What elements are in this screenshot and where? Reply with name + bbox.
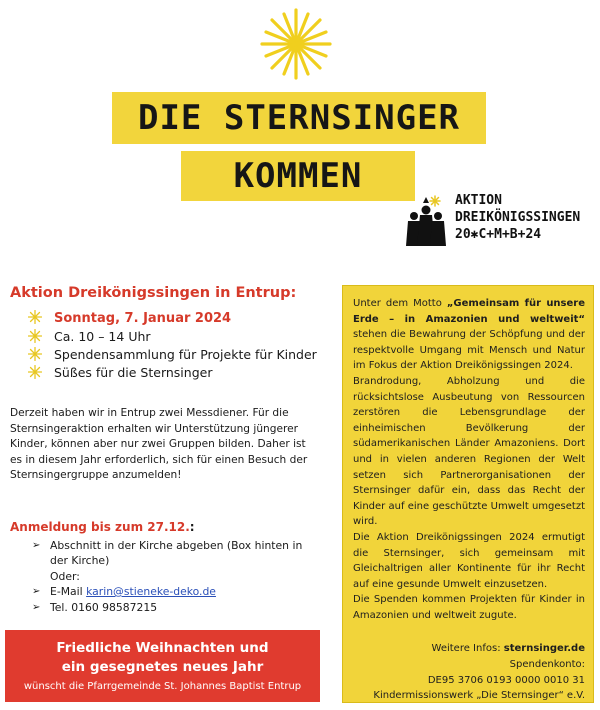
account-label: Spendenkonto: (509, 659, 585, 671)
list-item (10, 364, 320, 382)
list-item (10, 328, 320, 346)
arrow-bullet-icon: ➢ (32, 539, 41, 551)
event-donation: Spendensammlung für Projekte für Kinder (54, 347, 317, 362)
encourage-paragraph: Die Aktion Dreikönigssingen 2024 ermutigt die Sternsinger, sich gemeinsam mit Gleichaltrigen aller Kontinente für ihr Recht auf eine gesunde Umwelt einzusetzen. (353, 531, 585, 590)
list-item (10, 309, 320, 328)
greeting-line-3: wünscht die Pfarrgemeinde St. Johannes Baptist Entrup (23, 681, 302, 692)
motto-pre: Unter dem Motto (353, 298, 447, 309)
logo-line-3: 20✱C+M+B+24 (455, 227, 542, 242)
email-link[interactable]: karin@stieneke-deko.de (86, 585, 216, 598)
iban: DE95 3706 0193 0000 0010 31 (427, 674, 585, 686)
star-icon (258, 6, 334, 82)
motto-paragraph (353, 296, 585, 374)
registration-heading-text: Anmeldung bis zum 27.12. (10, 519, 190, 534)
event-time: Ca. 10 – 14 Uhr (54, 329, 151, 344)
title-band-1 (112, 92, 486, 144)
greeting-box (5, 630, 320, 702)
registration-oder: Oder: (50, 569, 80, 583)
event-heading: Aktion Dreikönigssingen in Entrup: (10, 285, 297, 301)
title-line-2: KOMMEN (233, 156, 363, 196)
recipient: Kindermissionswerk „Die Sternsinger“ e.V. (373, 690, 585, 702)
left-column (10, 285, 320, 615)
title-band-2 (181, 151, 415, 201)
more-info (353, 641, 585, 657)
greeting-line-1: Friedliche Weihnachten und (56, 640, 269, 656)
registration-box: Abschnitt in der Kirche abgeben (Box hinten in der Kirche) (50, 538, 303, 567)
motto-post: stehen die Bewahrung der Schöpfung und der respektvolle Umgang mit Mensch und Natur im Fokus der Aktion Dreikönigssingen 2024. (353, 329, 585, 372)
registration-list (10, 538, 320, 616)
title-line-1: DIE STERNSINGER (137, 98, 461, 138)
phone-number: Tel. 0160 98587215 (50, 600, 158, 614)
email-label: E-Mail (50, 585, 87, 598)
aktion-logo (405, 190, 595, 250)
star-bullet-icon (28, 310, 42, 324)
amazon-paragraph: Brandrodung, Abholzung und die rücksichtslose Ausbeutung von Ressourcen zerstören die Lebensgrundlage der einheimischen Bevölkerung der südamerikanischen Länder Amazoniens. Dort und in vielen anderen Regionen der Welt setzen sich Partnerorganisationen der Sternsinger dafür ein, dass das Recht der Kinder auf eine geschützte Umwelt umgesetzt wird. (353, 375, 585, 528)
sternsinger-figures-icon (405, 194, 447, 248)
event-sweets: Süßes für die Sternsinger (54, 365, 213, 380)
list-item (10, 346, 320, 364)
star-bullet-icon (28, 365, 42, 379)
greeting-line-2: ein gesegnetes neues Jahr (61, 659, 264, 675)
logo-line-2: DREIKÖNIGSSINGEN (455, 210, 581, 225)
list-item (10, 600, 320, 616)
arrow-bullet-icon: ➢ (32, 601, 41, 613)
list-item (10, 584, 320, 600)
event-list (10, 309, 320, 382)
donation-paragraph: Die Spenden kommen Projekten für Kinder in Amazonien und weltweit zugute. (353, 594, 585, 621)
more-info-label: Weitere Infos: (431, 643, 504, 655)
motto-title: „Gemeinsam für unsere Erde – in Amazonien und weltweit“ (353, 298, 586, 325)
star-bullet-icon (28, 329, 42, 343)
star-bullet-icon (28, 347, 42, 361)
list-item (10, 538, 320, 569)
event-date: Sonntag, 7. Januar 2024 (54, 311, 232, 326)
registration-section (10, 520, 320, 616)
arrow-bullet-icon: ➢ (32, 586, 41, 597)
registration-heading (10, 520, 320, 534)
info-paragraph: Derzeit haben wir in Entrup zwei Messdiener. Für die Sternsingeraktion erhalten wir Unterstützung jüngerer Kinder, können aber nur zwei Gruppen bilden. Daher ist es in diesem Jahr erforderlich, sich für einen Besuch der Sternsingergruppe anzumelden! (10, 407, 308, 481)
motto-box (342, 285, 594, 703)
registration-colon: : (189, 519, 195, 534)
logo-line-1: AKTION (455, 193, 502, 208)
website-link[interactable]: sternsinger.de (503, 643, 585, 655)
